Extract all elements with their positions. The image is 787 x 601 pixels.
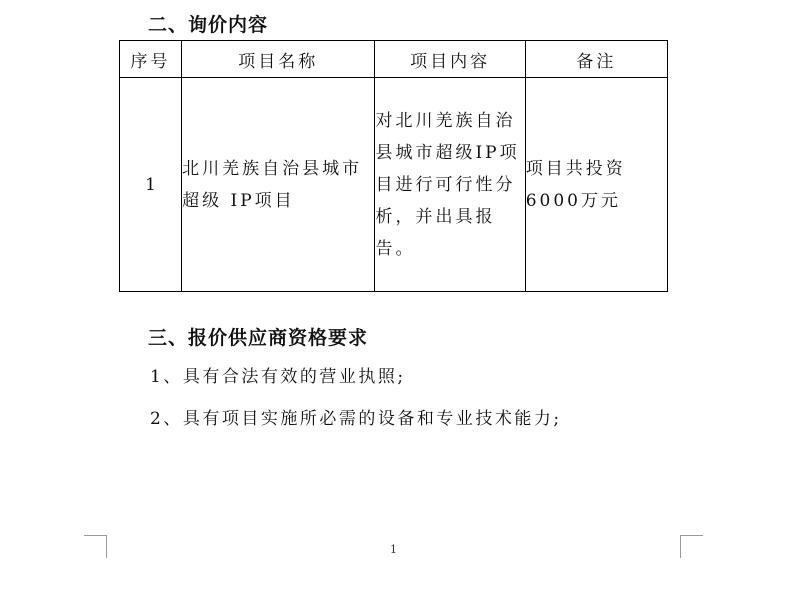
cell-project-content: 对北川羌族自治县城市超级IP项目进行可行性分析，并出具报告。 [375, 78, 525, 292]
inquiry-content-table [119, 40, 668, 292]
cell-remarks: 项目共投资6000万元 [525, 78, 667, 292]
cell-project-name: 北川羌族自治县城市超级 IP项目 [182, 78, 375, 292]
section-heading-inquiry-content: 二、询价内容 [148, 14, 269, 36]
header-remarks: 备注 [525, 41, 667, 78]
header-project-content: 项目内容 [375, 41, 525, 78]
requirement-item: 2、具有项目实施所必需的设备和专业技术能力; [150, 409, 562, 429]
requirement-item: 1、具有合法有效的营业执照; [150, 367, 406, 387]
page-number: 1 [390, 543, 397, 556]
section-heading-supplier-requirements: 三、报价供应商资格要求 [148, 327, 369, 349]
table-row [120, 78, 668, 292]
table-header-row [120, 41, 668, 78]
cell-seq: 1 [120, 78, 182, 292]
header-project-name: 项目名称 [182, 41, 375, 78]
header-seq: 序号 [120, 41, 182, 78]
